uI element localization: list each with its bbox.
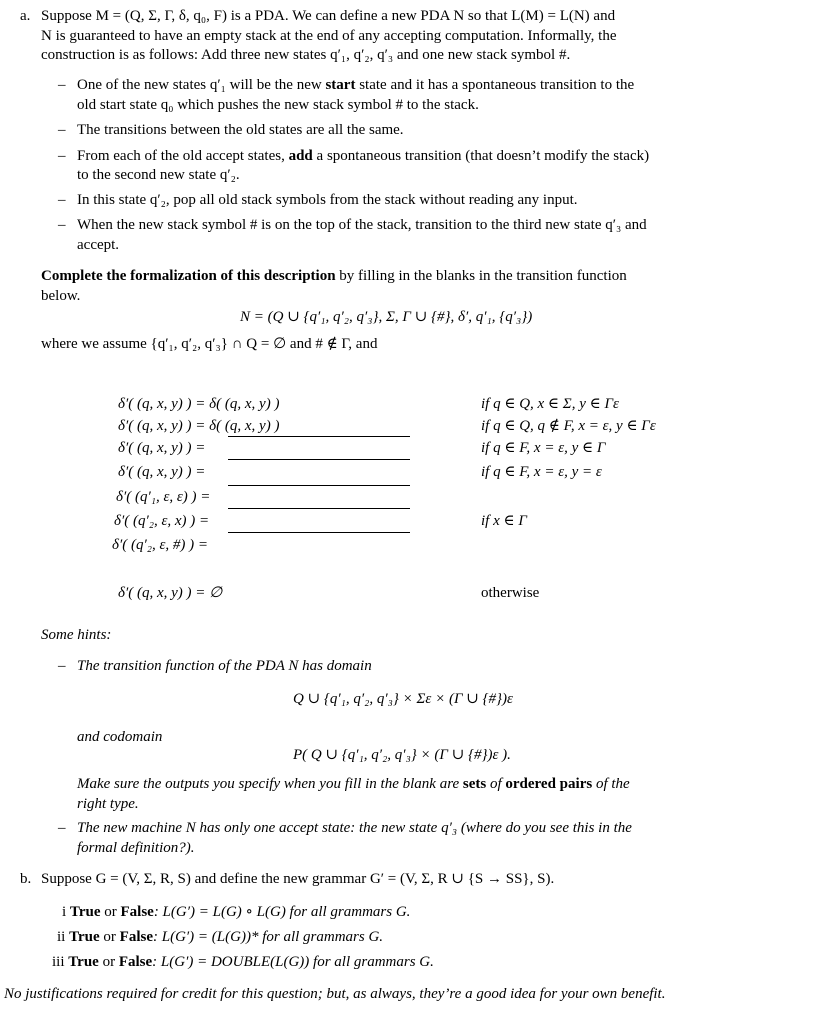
rule-5-lhs: δ′( (q′₁, ε, ε) ) = xyxy=(116,489,211,505)
assume-line: where we assume {q′₁, q′₂, q′₃} ∩ Q = ∅ and # ∉ Γ, and xyxy=(41,336,378,352)
bullet-1-text-post: state and it has a spontaneous transition to the xyxy=(355,77,635,93)
hint-dash: – xyxy=(58,658,66,674)
rule-1-cond: if q ∈ Q, x ∈ Σ, y ∈ Γε xyxy=(481,396,619,412)
part-a-label: a. xyxy=(20,8,31,24)
domain-expression: Q ∪ {q′₁, q′₂, q′₃} × Σε × (Γ ∪ {#})ε xyxy=(293,691,513,707)
bullet-dash: – xyxy=(58,77,66,93)
rule-6-lhs: δ′( (q′₂, ε, x) ) = xyxy=(114,513,210,529)
part-b-item-3 xyxy=(52,952,434,972)
blank-line-3[interactable] xyxy=(228,485,410,486)
item-2-number: ii xyxy=(57,929,66,945)
formal-definition: N = (Q ∪ {q′₁, q′₂, q′₃}, Σ, Γ ∪ {#}, δ′, q′₁, {q′₃}) xyxy=(240,309,533,325)
rule-1-lhs: δ′( (q, x, y) ) = δ( (q, x, y) ) xyxy=(118,396,280,412)
item-3-false: False xyxy=(118,954,153,970)
bullet-1-bold: start xyxy=(325,77,356,93)
bullet-1-line-1 xyxy=(77,75,634,95)
complete-instruction xyxy=(41,266,627,286)
hint-1b-text: Make sure the outputs you specify when you fill in the blank are xyxy=(77,776,463,792)
rule-4-cond: if q ∈ F, x = ε, y = ε xyxy=(481,464,602,480)
rule-2-cond: if q ∈ Q, q ∉ F, x = ε, y ∈ Γε xyxy=(481,418,656,434)
item-1-statement: : L(G′) = L(G) ∘ L(G) for all grammars G. xyxy=(153,904,411,920)
part-b-intro: Suppose G = (V, Σ, R, S) and define the new grammar G′ = (V, Σ, R ∪ {S → SS}, S). xyxy=(41,871,555,887)
rule-8-lhs: δ′( (q, x, y) ) = ∅ xyxy=(118,585,223,601)
hint-1b-bold-sets: sets xyxy=(462,776,487,792)
part-b-item-2 xyxy=(57,927,383,947)
bullet-3-line-1 xyxy=(77,146,649,166)
bullet-dash: – xyxy=(58,217,66,233)
codomain-label: and codomain xyxy=(77,729,163,745)
intro-line-1: Suppose M = (Q, Σ, Γ, δ, q₀, F) is a PDA. We can define a new PDA N so that L(M) = L(N) and xyxy=(41,8,616,24)
item-1-number: i xyxy=(62,904,67,920)
hint-2-line-1: The new machine N has only one accept state: the new state q′₃ (where do you see this in the xyxy=(77,820,632,836)
hint-1: The transition function of the PDA N has domain xyxy=(77,658,372,674)
item-2-false: False xyxy=(119,929,153,945)
bullet-dash: – xyxy=(58,192,66,208)
intro-line-2: N is guaranteed to have an empty stack at the end of any accepting computation. Informally, the xyxy=(41,28,617,44)
item-3-or: or xyxy=(98,954,119,970)
bullet-1-line-2: old start state q₀ which pushes the new stack symbol # to the stack. xyxy=(77,97,479,113)
bullet-3-text: From each of the old accept states, xyxy=(77,148,289,164)
item-3-statement: : L(G′) = DOUBLE(L(G)) for all grammars G. xyxy=(152,954,434,970)
part-b-label: b. xyxy=(20,871,32,887)
item-2-statement: : L(G′) = (L(G))* for all grammars G. xyxy=(152,929,384,945)
blank-line-1[interactable] xyxy=(228,436,410,437)
complete-bold: Complete the formalization of this description xyxy=(41,268,336,284)
bullet-5-line-2: accept. xyxy=(77,237,120,253)
intro-line-3: construction is as follows: Add three new states q′₁, q′₂, q′₃ and one new stack symbol #. xyxy=(41,47,571,63)
bullet-3-text-post: a spontaneous transition (that doesn’t modify the stack) xyxy=(312,148,650,164)
rule-8-cond: otherwise xyxy=(481,585,540,601)
rule-4-lhs: δ′( (q, x, y) ) = xyxy=(118,464,206,480)
bullet-3-bold: add xyxy=(288,148,313,164)
bullet-5-line-1: When the new stack symbol # is on the top of the stack, transition to the third new state q′₃ and xyxy=(77,217,647,233)
bullet-dash: – xyxy=(58,148,66,164)
hint-1b-bold-pairs: ordered pairs xyxy=(505,776,593,792)
bullet-3-line-2: to the second new state q′₂. xyxy=(77,167,240,183)
bullet-1-text: One of the new states q′₁ will be the new xyxy=(77,77,326,93)
hint-1b-line-1 xyxy=(77,774,630,794)
hints-title: Some hints: xyxy=(41,627,112,643)
bullet-4-line-1: In this state q′₂, pop all old stack symbols from the stack without reading any input. xyxy=(77,192,578,208)
item-1-or: or xyxy=(100,904,121,920)
rule-6-cond: if x ∈ Γ xyxy=(481,513,527,529)
footer-note: No justifications required for credit for this question; but, as always, they’re a good idea for your own benefit. xyxy=(4,986,666,1002)
rule-3-lhs: δ′( (q, x, y) ) = xyxy=(118,440,206,456)
item-1-true: True xyxy=(69,904,101,920)
hint-1b-mid: of xyxy=(486,776,506,792)
item-2-true: True xyxy=(69,929,100,945)
bullet-dash: – xyxy=(58,122,66,138)
hint-1b-post: of the xyxy=(592,776,630,792)
codomain-expression: P( Q ∪ {q′₁, q′₂, q′₃} × (Γ ∪ {#})ε ). xyxy=(293,747,511,763)
hint-2-line-2: formal definition?). xyxy=(77,840,195,856)
complete-line-2: below. xyxy=(41,288,81,304)
complete-rest: by filling in the blanks in the transition function xyxy=(335,268,627,284)
item-2-or: or xyxy=(99,929,120,945)
hint-1b-line-2: right type. xyxy=(77,796,139,812)
item-3-number: iii xyxy=(52,954,65,970)
item-1-false: False xyxy=(120,904,154,920)
blank-line-5[interactable] xyxy=(228,532,410,533)
rule-7-lhs: δ′( (q′₂, ε, #) ) = xyxy=(112,537,209,553)
rule-2-lhs: δ′( (q, x, y) ) = δ( (q, x, y) ) xyxy=(118,418,280,434)
bullet-2-line-1: The transitions between the old states are all the same. xyxy=(77,122,404,138)
hint-dash: – xyxy=(58,820,66,836)
rule-3-cond: if q ∈ F, x = ε, y ∈ Γ xyxy=(481,440,606,456)
item-3-true: True xyxy=(68,954,99,970)
blank-line-2[interactable] xyxy=(228,459,410,460)
part-b-item-1 xyxy=(62,902,410,922)
blank-line-4[interactable] xyxy=(228,508,410,509)
